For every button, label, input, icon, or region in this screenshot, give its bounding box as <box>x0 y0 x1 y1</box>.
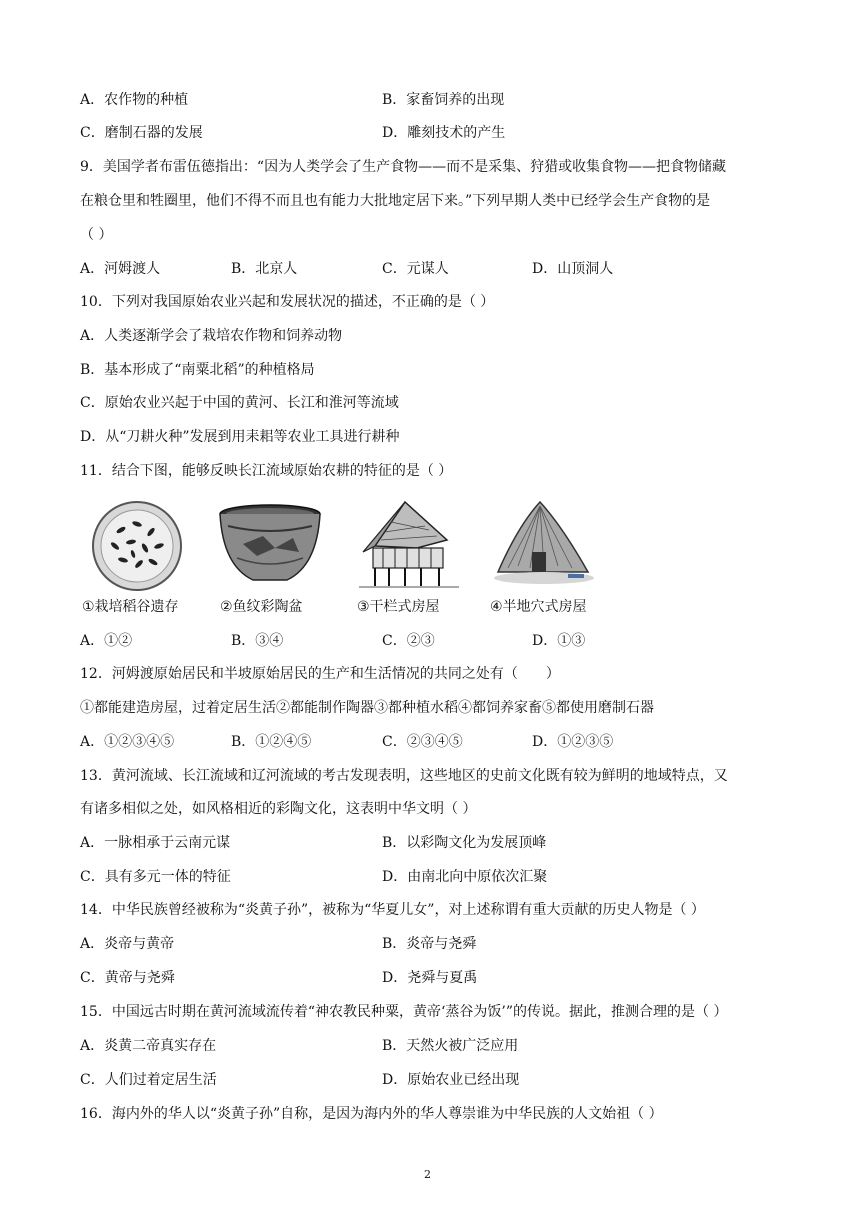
q13-option-a: A．一脉相承于云南元谋 <box>80 835 231 851</box>
q11-option-d: D．①③ <box>532 633 586 649</box>
q10-option-c: C．原始农业兴起于中国的黄河、长江和淮河等流域 <box>80 395 399 411</box>
q14-option-a: A．炎帝与黄帝 <box>80 936 175 952</box>
q13-stem-line1: 13．黄河流域、长江流域和辽河流域的考古发现表明，这些地区的史前文化既有较为鲜明的地域特点，又 <box>80 768 728 784</box>
fish-pottery-bowl-image <box>213 496 328 592</box>
stilt-house-image <box>355 496 465 592</box>
q15-stem: 15．中国远古时期在黄河流域流传着“神农教民种粟，黄帝‘蒸谷为饭’”的传说。据此，推测合理的是（ ） <box>80 1004 728 1020</box>
q14-option-c: C．黄帝与尧舜 <box>80 970 175 986</box>
q12-option-d: D．①②③⑤ <box>532 734 614 750</box>
q12-option-a: A．①②③④⑤ <box>80 734 175 750</box>
q15-option-c: C．人们过着定居生活 <box>80 1072 217 1088</box>
q13-option-b: B．以彩陶文化为发展顶峰 <box>382 835 547 851</box>
q10-option-d: D．从“刀耕火种”发展到用耒耜等农业工具进行耕种 <box>80 429 400 445</box>
q9-option-c: C．元谋人 <box>382 261 449 277</box>
q16-stem: 16．海内外的华人以“炎黄子孙”自称，是因为海内外的华人尊崇谁为中华民族的人文始祖（ ） <box>80 1106 663 1122</box>
q9-option-d: D．山顶洞人 <box>532 261 614 277</box>
q8-option-d: D．雕刻技术的产生 <box>382 125 506 141</box>
q12-option-b: B．①②④⑤ <box>231 734 312 750</box>
q11-stem: 11．结合下图，能够反映长江流域原始农耕的特征的是（ ） <box>80 463 453 479</box>
figure-caption-1: ①栽培稻谷遗存 <box>82 599 179 615</box>
q9-stem-line3: （ ） <box>80 227 113 243</box>
q15-option-d: D．原始农业已经出现 <box>382 1072 520 1088</box>
q9-stem-line2: 在粮仓里和牲圈里，他们不得不而且也有能力大批地定居下来。”下列早期人类中已经学会生产食物的是 <box>80 193 711 209</box>
q14-option-d: D．尧舜与夏禹 <box>382 970 478 986</box>
q8-option-a: A．农作物的种植 <box>80 92 189 108</box>
semi-subterranean-house-image <box>488 496 598 592</box>
q15-option-a: A．炎黄二帝真实存在 <box>80 1038 217 1054</box>
q13-option-d: D．由南北向中原依次汇聚 <box>382 869 548 885</box>
q12-stem: 12．河姆渡原始居民和半坡原始居民的生产和生活情况的共同之处有（ ） <box>80 666 560 682</box>
q9-option-b: B．北京人 <box>231 261 298 277</box>
q9-stem-line1: 9．美国学者布雷伍德指出：“因为人类学会了生产食物——而不是采集、狩猎或收集食物——把食物储藏 <box>80 159 727 175</box>
q14-option-b: B．炎帝与尧舜 <box>382 936 477 952</box>
q11-option-b: B．③④ <box>231 633 284 649</box>
rice-remains-image <box>85 496 195 592</box>
q10-option-b: B．基本形成了“南粟北稻”的种植格局 <box>80 362 315 378</box>
q15-option-b: B．天然火被广泛应用 <box>382 1038 519 1054</box>
q13-stem-line2: 有诸多相似之处，如风格相近的彩陶文化，这表明中华文明（ ） <box>80 801 477 817</box>
q9-option-a: A．河姆渡人 <box>80 261 161 277</box>
q11-option-c: C．②③ <box>382 633 435 649</box>
q11-option-a: A．①② <box>80 633 133 649</box>
figure-caption-2: ②鱼纹彩陶盆 <box>220 599 303 615</box>
q12-statement: ①都能建造房屋，过着定居生活②都能制作陶器③都种植水稻④都饲养家畜⑤都使用磨制石器 <box>80 700 654 716</box>
q8-option-b: B．家畜饲养的出现 <box>382 92 505 108</box>
figure-caption-3: ③干栏式房屋 <box>357 599 440 615</box>
q13-option-c: C．具有多元一体的特征 <box>80 869 231 885</box>
q14-stem: 14．中华民族曾经被称为“炎黄子孙”，被称为“华夏儿女”，对上述称谓有重大贡献的历史人物是（ ） <box>80 902 705 918</box>
page-number: 2 <box>424 1168 431 1181</box>
figure-caption-4: ④半地穴式房屋 <box>490 599 587 615</box>
q10-option-a: A．人类逐渐学会了栽培农作物和饲养动物 <box>80 328 343 344</box>
q8-option-c: C．磨制石器的发展 <box>80 125 203 141</box>
q12-option-c: C．②③④⑤ <box>382 734 463 750</box>
q10-stem: 10．下列对我国原始农业兴起和发展状况的描述，不正确的是（ ） <box>80 294 495 310</box>
